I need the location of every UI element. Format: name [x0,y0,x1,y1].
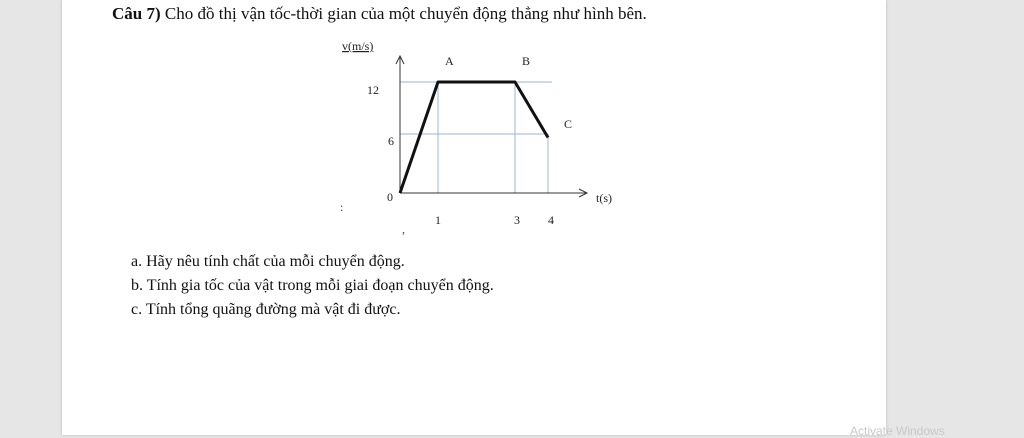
x-axis-label: t(s) [596,191,612,205]
y-tick-12: 12 [367,83,379,97]
point-label-a: A [445,54,454,68]
question-number: Câu 7) [112,4,161,23]
activate-windows-watermark: Activate Windows [850,424,945,438]
task-c: c. Tính tổng quãng đường mà vật đi được. [131,301,401,318]
question-body: Cho đồ thị vận tốc-thời gian của một chuyển động thẳng như hình bên. [160,4,647,23]
y-tick-6: 6 [388,134,394,148]
x-tick-1: 1 [435,213,441,227]
task-list [131,250,494,322]
y-axis-label: v(m/s) [342,39,374,53]
task-b: b. Tính gia tốc của vật trong mỗi giai đoạn chuyển động. [131,277,494,294]
x-tick-3: 3 [514,213,520,227]
x-tick-4: 4 [548,213,554,227]
origin-label: 0 [387,190,393,204]
task-a: a. Hãy nêu tính chất của mỗi chuyển động. [131,253,405,270]
point-label-c: C [564,117,573,131]
guide-lines [400,82,552,193]
velocity-time-graph [62,0,886,245]
document-page [62,0,886,435]
point-label-b: B [522,54,531,68]
stray-mark-comma: , [402,222,405,236]
stray-mark-colon: : [340,200,344,214]
velocity-line [400,82,548,193]
